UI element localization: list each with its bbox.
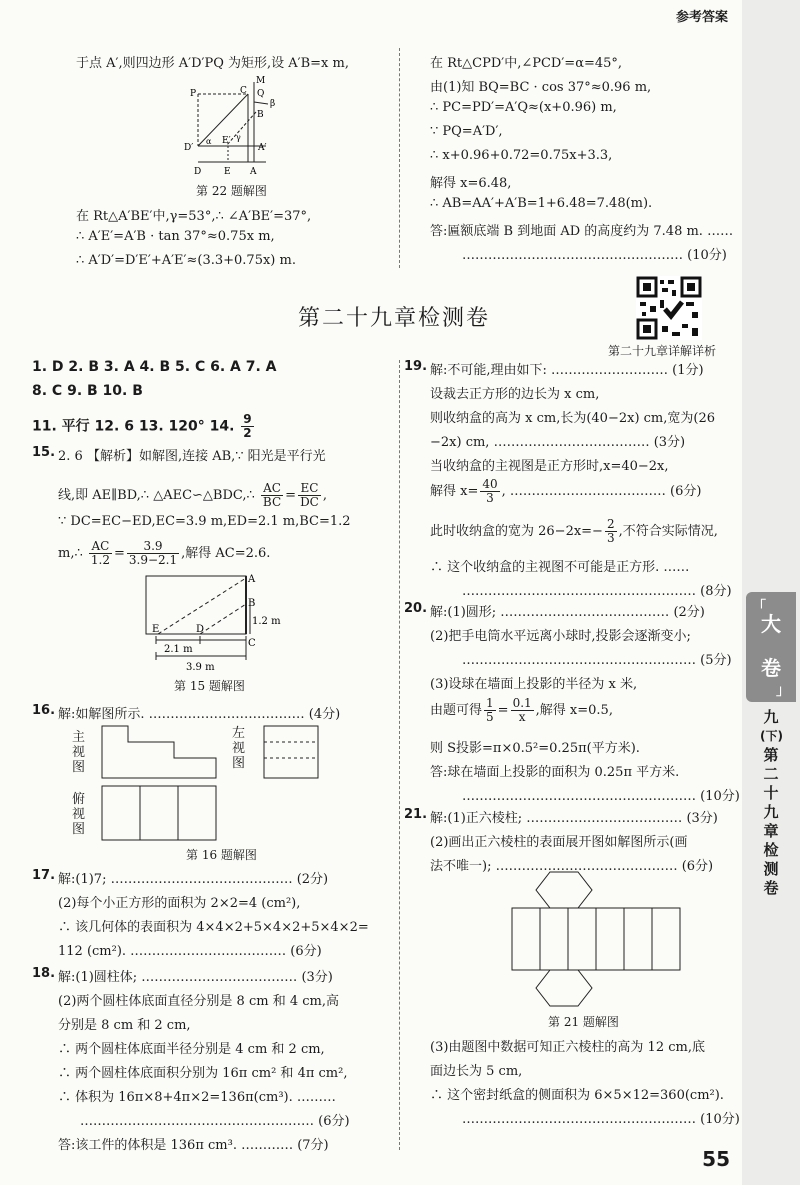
figure-15 (136, 570, 286, 674)
q20-frac-01-x (511, 697, 534, 724)
fig15-label-D: D (196, 624, 205, 635)
side-tab (746, 592, 796, 702)
q17-line-3: ∴ 该几何体的表面积为 4×4×2+5×4×2+5×4×2= (58, 920, 369, 935)
frac-den: 3 (486, 491, 494, 505)
q21-line-6: ∴ 这个密封纸盒的侧面积为 6×5×12=360(cm²). (430, 1088, 724, 1103)
q20-line-3: ……………………………………………… (5分) (462, 653, 732, 668)
answers-row-3-text: 11. 平行 12. 6 13. 120° 14. (32, 418, 235, 435)
q20-line-2: (2)把手电筒水平远离小球时,投影会逐渐变小; (430, 629, 691, 644)
q19-frac-2-3 (605, 518, 617, 545)
frac-num: 40 (482, 477, 498, 491)
fig22-label-B: B (257, 110, 264, 120)
q18-line-5: ∴ 两个圆柱体底面积分别为 16π cm² 和 4π cm², (58, 1066, 348, 1081)
frac-num: 3.9 (127, 540, 179, 554)
fig22-label-D: D (194, 167, 202, 177)
q15-frac-ec-dc (298, 482, 321, 509)
q19-frac-40-3 (480, 478, 499, 505)
vchar: 第 (763, 746, 779, 764)
tr-line-7: ∴ AB=AA′+A′B=1+6.48=7.48(m). (430, 196, 653, 211)
vchar: 章 (763, 822, 779, 840)
answers-row-1: 1. D 2. B 3. A 4. B 5. C 6. A 7. A (32, 359, 277, 375)
frac-den: 3.9−2.1 (128, 553, 178, 567)
q21-line-1: 解:(1)正六棱柱; ……………………………… (3分) (430, 811, 718, 826)
q15-line-3: ∵ DC=EC−ED,EC=3.9 m,ED=2.1 m,BC=1.2 (58, 514, 351, 529)
answers-row-2: 8. C 9. B 10. B (32, 383, 143, 399)
q15-line-4-end: ,解得 AC=2.6. (181, 546, 271, 561)
q20-frac-1-5 (484, 697, 496, 724)
tl-line-4: ∴ A′D′=D′E′+A′E′≈(3.3+0.75x) m. (76, 253, 296, 268)
q20-line-6: 则 S投影=π×0.5²=0.25π(平方米). (430, 741, 640, 756)
bracket-open: 「 (752, 599, 766, 615)
q15-line-2-text: 线,即 AE∥BD,∴ △AEC∽△BDC,∴ (58, 488, 255, 503)
q19-line-7-end: ,不符合实际情况, (618, 524, 718, 539)
q20-line-5: 由题可得 $\frac{1}{5}$ = $\frac{0.1}{x}$ ,解得 x=0.5, (430, 696, 613, 724)
q15-line-2: 线,即 AE∥BD,∴ △AEC∽△BDC,∴ $\frac{AC}{BC}$ = $\frac{EC}{DC}$ , (58, 481, 328, 509)
frac-den: 3 (606, 531, 615, 545)
frac-den: 1.2 (90, 553, 110, 567)
frac-den: x (518, 710, 526, 724)
q21-number: 21. (404, 807, 428, 822)
q19-line-6-text: 解得 x= (430, 484, 479, 499)
figure-21 (506, 868, 686, 1008)
vchar: 二 (763, 765, 779, 783)
vchar: 卷 (763, 879, 779, 897)
q21-line-2: (2)画出正六棱柱的表面展开图如解图所示(画 (430, 835, 688, 850)
figure-22 (176, 74, 286, 178)
q19-line-7 (430, 518, 718, 545)
fig22-label-P: P (190, 89, 197, 99)
tr-line-8: 答:匾额底端 B 到地面 AD 的高度约为 7.48 m. …… (430, 224, 734, 239)
frac-num: 9 (243, 412, 252, 426)
frac-den: 2 (243, 426, 252, 440)
fig15-label-w1: 2.1 m (164, 644, 193, 655)
page-header: 参考答案 (675, 10, 728, 25)
q17-number: 17. (32, 868, 56, 883)
q21-line-3: 法不唯一); …………………………………… (6分) (430, 859, 714, 874)
q18-line-6: ∴ 体积为 16π×8+4π×2=136π(cm³). ……… (58, 1090, 336, 1105)
frac-den: 5 (486, 710, 494, 724)
q20-line-5-end: ,解得 x=0.5, (535, 703, 613, 718)
q17-line-2: (2)每个小正方形的面积为 2×2=4 (cm²), (58, 896, 301, 911)
q19-line-3: 则收纳盒的高为 x cm,长为(40−2x) cm,宽为(26 (430, 411, 716, 426)
frac-num: 0.1 (512, 696, 532, 710)
q15-frac-ac-bc (261, 482, 283, 509)
fig22-label-M: M (256, 76, 266, 86)
page-number: 55 (702, 1147, 730, 1171)
q21-line-7: ……………………………………………… (10分) (462, 1112, 740, 1127)
q16-label-top: 俯视图 (72, 792, 86, 837)
q18-line-4: ∴ 两个圆柱体底面半径分别是 4 cm 和 2 cm, (58, 1042, 325, 1057)
vchar: 九 (763, 803, 779, 821)
tl-line-3: ∴ A′E′=A′B · tan 37°≈0.75x m, (76, 229, 275, 244)
side-tab-char-2: 卷 (761, 656, 781, 680)
tr-line-1: 在 Rt△CPD′中,∠PCD′=α=45°, (430, 56, 623, 71)
chapter-title: 第二十九章检测卷 (298, 306, 491, 331)
fig22-label-Dp: D′ (184, 143, 194, 153)
frac-num: AC (261, 482, 283, 496)
vchar: (下) (760, 729, 783, 743)
tl-line-1: 于点 A′,则四边形 A′D′PQ 为矩形,设 A′B=x m, (76, 56, 349, 71)
q19-line-8: ∴ 这个收纳盒的主视图不可能是正方形. …… (430, 560, 690, 575)
q16-line-1: 解:如解图所示. ……………………………… (4分) (58, 707, 341, 722)
q19-line-9: ……………………………………………… (8分) (462, 584, 732, 599)
tr-line-5: ∴ x+0.96+0.72=0.75x+3.3, (430, 148, 613, 163)
column-divider-bottom (399, 360, 400, 1150)
fig22-label-Ep: E′ (222, 136, 231, 146)
q15-line-4: m,∴ $\frac{AC}{1.2}$ = $\frac{3.9}{3.9-2.1}$ ,解得 AC=2.6. (58, 539, 271, 567)
frac-num: 2 (606, 517, 615, 531)
q18-line-2: (2)两个圆柱体底面直径分别是 8 cm 和 4 cm,高 (58, 994, 339, 1009)
tl-line-2: 在 Rt△A′BE′中,γ=53°,∴ ∠A′BE′=37°, (76, 209, 312, 224)
q19-line-6-end: , ……………………………… (6分) (501, 484, 702, 499)
q15-line-1: 2. 6 【解析】如解图,连接 AB,∵ 阳光是平行光 (58, 449, 326, 464)
q19-line-1: 解:不可能,理由如下: ……………………… (1分) (430, 363, 704, 378)
vchar: 测 (763, 860, 779, 878)
q18-line-1: 解:(1)圆柱体; ……………………………… (3分) (58, 970, 333, 985)
side-tab-char-1: 大 (761, 612, 781, 636)
q20-line-8: ……………………………………………… (10分) (462, 789, 740, 804)
frac-num: EC (298, 482, 321, 496)
q15-line-4-text: m,∴ (58, 546, 83, 561)
tr-line-4: ∵ PQ=A′D′, (430, 124, 503, 139)
q21-line-5: 面边长为 5 cm, (430, 1064, 523, 1079)
side-vertical-title (760, 708, 782, 898)
q20-line-7: 答:球在墙面上投影的面积为 0.25π 平方米. (430, 765, 680, 780)
q20-line-1: 解:(1)圆形; ………………………………… (2分) (430, 605, 705, 620)
figure-16 (96, 720, 326, 844)
qr-code-icon[interactable] (636, 276, 702, 340)
q20-line-5-text: 由题可得 (430, 703, 483, 718)
fig22-label-Q: Q (257, 89, 265, 99)
q18-number: 18. (32, 966, 56, 981)
q18-line-7: ……………………………………………… (6分) (80, 1114, 350, 1129)
fig22-label-beta: β (270, 99, 276, 109)
answer-14-fraction (241, 413, 253, 440)
column-divider-top (399, 48, 400, 268)
frac-num: 1 (486, 696, 494, 710)
tr-line-6: 解得 x=6.48, (430, 176, 512, 191)
q15-frac-39 (127, 540, 179, 567)
fig15-label-C: C (248, 638, 256, 649)
q16-number: 16. (32, 703, 56, 718)
q15-number: 15. (32, 445, 56, 460)
q21-line-4: (3)由题图中数据可知正六棱柱的高为 12 cm,底 (430, 1040, 705, 1055)
frac-num: AC (89, 540, 112, 554)
tr-line-2: 由(1)知 BQ=BC · cos 37°≈0.96 m, (430, 80, 652, 95)
q16-label-left: 左视图 (232, 726, 246, 771)
qr-caption: 第二十九章详解详析 (608, 344, 717, 358)
q20-line-4: (3)设球在墙面上投影的半径为 x 米, (430, 677, 638, 692)
tr-line-3: ∴ PC=PD′=A′Q≈(x+0.96) m, (430, 100, 617, 115)
q19-number: 19. (404, 359, 428, 374)
q19-line-4: −2x) cm, ……………………………… (3分) (430, 435, 686, 450)
vchar: 检 (763, 841, 779, 859)
answers-row-3 (32, 413, 256, 440)
fig22-caption: 第 22 题解图 (196, 184, 267, 198)
q18-line-3: 分别是 8 cm 和 2 cm, (58, 1018, 191, 1033)
fig15-caption: 第 15 题解图 (174, 679, 245, 693)
q17-line-1: 解:(1)7; …………………………………… (2分) (58, 872, 329, 887)
q19-line-6 (430, 478, 701, 505)
q20-number: 20. (404, 601, 428, 616)
fig22-label-gamma: γ (236, 133, 241, 142)
fig21-caption: 第 21 题解图 (548, 1015, 619, 1029)
q19-line-2: 设裁去正方形的边长为 x cm, (430, 387, 600, 402)
frac-den: BC (262, 495, 282, 509)
fig15-label-h: 1.2 m (252, 616, 281, 627)
vchar: 九 (763, 708, 779, 726)
fig22-label-Ap: A′ (258, 143, 267, 153)
bracket-close: 」 (776, 683, 790, 699)
fig15-label-w2: 3.9 m (186, 662, 215, 673)
fig15-label-B: B (248, 598, 256, 609)
q19-line-7-text: 此时收纳盒的宽为 26−2x=− (430, 524, 603, 539)
q17-line-4: 112 (cm²). ……………………………… (6分) (58, 944, 322, 959)
tr-line-9: …………………………………………… (10分) (462, 248, 727, 263)
frac-den: DC (300, 495, 319, 509)
fig22-label-alpha: α (206, 137, 212, 146)
fig22-label-C: C (240, 86, 247, 96)
q16-label-main: 主视图 (72, 730, 86, 775)
q18-line-8: 答:该工件的体积是 136π cm³. ………… (7分) (58, 1138, 329, 1153)
vchar: 十 (763, 784, 779, 802)
q15-frac-ac-12 (89, 540, 112, 567)
fig15-label-A: A (248, 574, 256, 585)
fig15-label-E: E (152, 624, 160, 635)
fig22-label-E: E (224, 167, 231, 177)
fig22-label-A: A (250, 167, 257, 177)
q19-line-5: 当收纳盒的主视图是正方形时,x=40−2x, (430, 459, 669, 474)
fig16-caption: 第 16 题解图 (186, 848, 257, 862)
